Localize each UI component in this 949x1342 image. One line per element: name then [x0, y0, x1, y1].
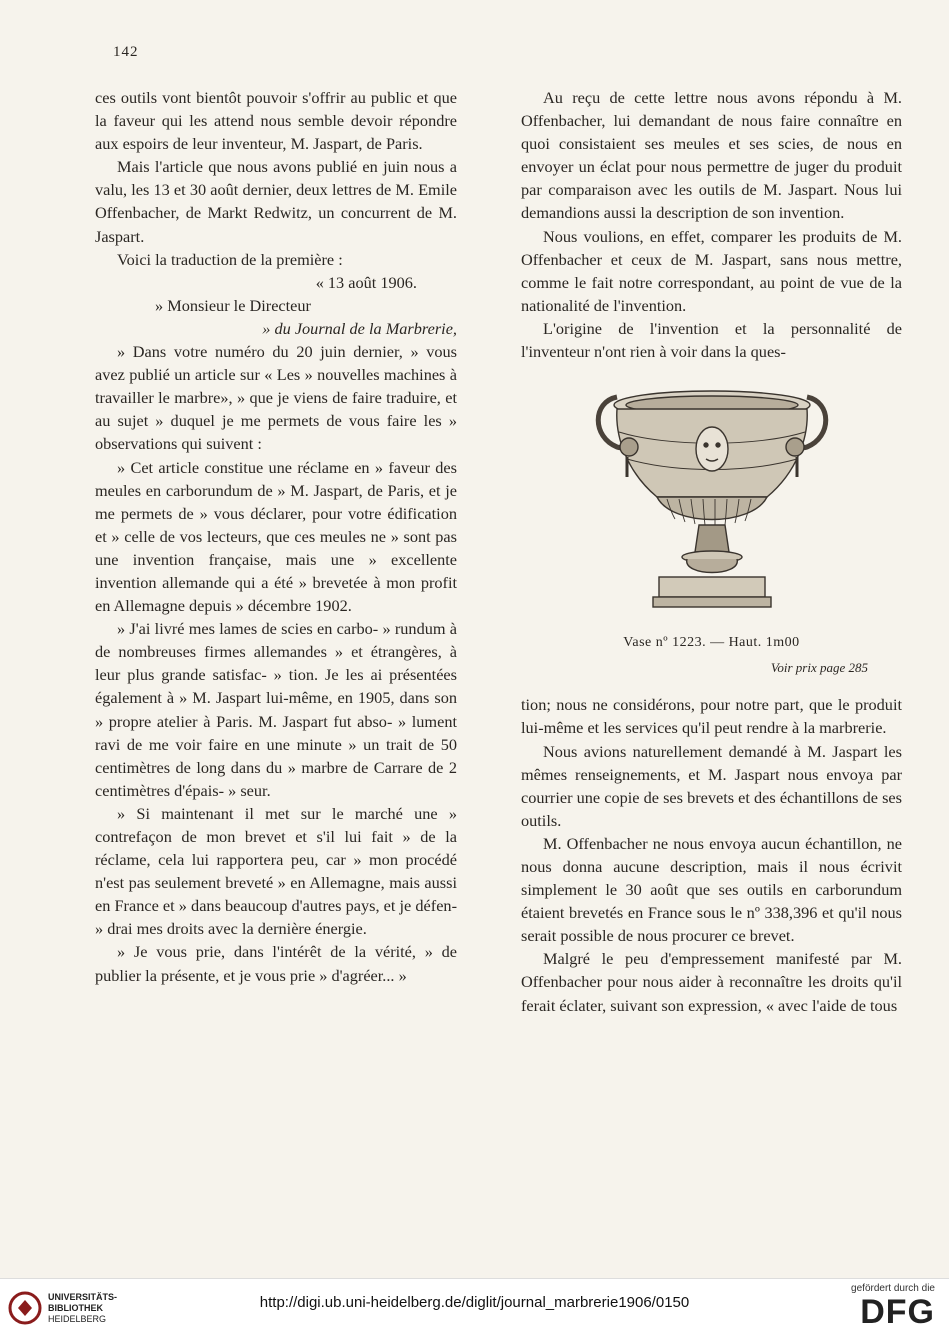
- paragraph: ces outils vont bientôt pouvoir s'offrir au public et que la faveur qui les attend nous semble devoir répondre aux espoirs de leur inventeur, M. Jaspart, de Paris.: [95, 88, 457, 154]
- letter-paragraph: » J'ai livré mes lames de scies en carbo- » rundum à de nombreuses firmes allemandes » et étrangères, à leur plus grande satisfac- » tion. Je les ai présentées également à » M. Jaspart lui-même, en 1905, dans son » propre atelier à Paris. M. Jaspart fut abso- » lument ravi de me voir faire en une minute » un trait de 50 centimètres de long dans du » marbre de Carrare de 2 centimètres d'épais- » seur.: [95, 619, 457, 800]
- paragraph: Nous avions naturellement demandé à M. Jaspart les mêmes renseignements, et M. Jaspart nous envoya par courrier une copie de ses brevets et des échantillons de ses outils.: [521, 741, 902, 830]
- source-url-link[interactable]: http://digi.ub.uni-heidelberg.de/diglit/journal_marbrerie1906/0150: [259, 1294, 690, 1311]
- library-name-line: HEIDELBERG: [48, 1313, 107, 1324]
- sponsor-logo: [851, 1283, 935, 1330]
- letter-salutation: » Monsieur le Directeur: [155, 295, 311, 315]
- letter-date: « 13 août 1906.: [315, 272, 417, 292]
- page-number: 142: [113, 44, 139, 60]
- paragraph: Au reçu de cette lettre nous avons répondu à M. Offenbacher, lui demandant de nous faire connaître en quoi consistaient ses meules et ses scies, de nous en envoyer un éclat pour nous permettre de juger du produit par comparaison avec les outils de M. Jaspart. Nous lui demandions aussi la description de son invention.: [521, 88, 902, 223]
- paragraph: Voici la traduction de la première :: [117, 249, 343, 269]
- letter-paragraph: » Si maintenant il met sur le marché une » contrefaçon de mon brevet et s'il lui fait » de la réclame, cela lui rapportera peu, car » mon procédé n'est pas seulement breveté » en Allemagne, mais aussi en France et » dans beaucoup d'autres pays, et je défen- » drai mes droits avec la dernière énergie.: [95, 803, 457, 939]
- paragraph: M. Offenbacher ne nous envoya aucun échantillon, ne nous donna aucune description, mais il nous écrivit simplement le 30 août que ses outils en carborundum étaient brevetés en France sous le nº 338,396 et qu'il nous serait possible de nous procurer ce brevet.: [521, 833, 902, 946]
- library-name-line: BIBLIOTHEK: [48, 1302, 103, 1313]
- paragraph: Mais l'article que nous avons publié en juin nous a valu, les 13 et 30 août dernier, deux lettres de M. Emile Offenbacher, de Markt Redwitz, un concurrent de M. Jaspart.: [95, 157, 457, 246]
- sponsor-label: gefördert durch die: [851, 1283, 935, 1294]
- library-name-line: UNIVERSITÄTS-: [48, 1291, 118, 1302]
- paragraph: Malgré le peu d'empressement manifesté par M. Offenbacher pour nous aider à reconnaître les droits qu'il ferait éclater, suivant son expression, « avec l'aide de tous: [521, 949, 902, 1015]
- letter-paragraph: » Cet article constitue une réclame en » faveur des meules en carborundum de » M. Jaspart, de Paris, et je me permets de » vous déclarer, pour votre édification et » celle de vos lecteurs, que ces meules ne » sont pas une invention française, mais une » excellente invention allemande qui a été » brevetée à mon profit en Allemagne depuis » décembre 1902.: [95, 457, 457, 616]
- figure-caption: Vase nº 1223. — Haut. 1m00: [623, 635, 800, 651]
- vase-illustration: [587, 377, 837, 627]
- vase-figure: [521, 377, 902, 679]
- paragraph: Nous voulions, en effet, comparer les produits de M. Offenbacher et ceux de M. Jaspart, sans nous mettre, comme le fait notre correspondant, au point de vue de la nationalité de l'invention.: [521, 226, 902, 315]
- left-column: [95, 86, 457, 987]
- paragraph: L'origine de l'invention et la personnalité de l'inventeur n'ont rien à voir dans la ques-: [521, 318, 902, 362]
- letter-paragraph: » Je vous prie, dans l'intérêt de la vérité, » de publier la présente, et je vous prie » d'agréer... »: [95, 942, 457, 985]
- right-column: [521, 86, 902, 1017]
- paragraph: tion; nous ne considérons, pour notre part, que le produit lui-même et les services qu'il peut rendre à la marbrerie.: [521, 695, 902, 738]
- dfg-logo-text: DFG: [860, 1293, 935, 1331]
- footer-bar: [0, 1278, 949, 1342]
- figure-price-reference: Voir prix page 285: [770, 660, 868, 676]
- letter-paragraph: » Dans votre numéro du 20 juin dernier, » vous avez publié un article sur « Les » nouvelles machines à travailler le marbre», » que je viens de faire traduire, et au sujet » duquel je me permets de vous faire les » observations qui suivent :: [95, 342, 457, 454]
- letter-salutation-journal: » du Journal de la Marbrerie,: [262, 318, 457, 338]
